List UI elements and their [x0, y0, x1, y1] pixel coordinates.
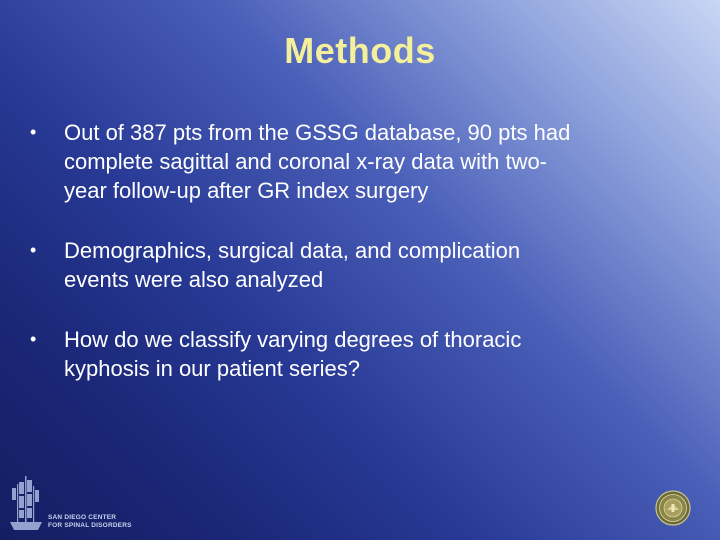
bullet-line: How do we classify varying degrees of thoracic: [64, 327, 522, 352]
bullet-line: Demographics, surgical data, and complication: [64, 238, 521, 263]
seal-icon: [655, 490, 691, 526]
bullet-item: [30, 325, 690, 383]
bullet-line: events were also analyzed: [64, 267, 324, 292]
bullet-marker: •: [30, 329, 37, 349]
san-diego-center-logo: [8, 472, 132, 534]
bullet-line: complete sagittal and coronal x-ray data with two-: [64, 149, 548, 174]
logo-text: [48, 514, 132, 530]
slide-title: Methods: [284, 30, 436, 71]
bullet-line: year follow-up after GR index surgery: [64, 178, 429, 203]
ship-icon: [8, 472, 44, 534]
logo-line-2: FOR SPINAL DISORDERS: [48, 522, 132, 529]
bullet-item: [30, 236, 690, 294]
bullet-marker: •: [30, 240, 37, 260]
bullet-line: Out of 387 pts from the GSSG database, 90 pts had: [64, 120, 571, 145]
bullet-marker: •: [30, 122, 37, 142]
bullet-list: [30, 118, 690, 414]
bullet-line: kyphosis in our patient series?: [64, 356, 360, 381]
logo-line-1: SAN DIEGO CENTER: [48, 514, 117, 521]
bullet-item: [30, 118, 690, 205]
